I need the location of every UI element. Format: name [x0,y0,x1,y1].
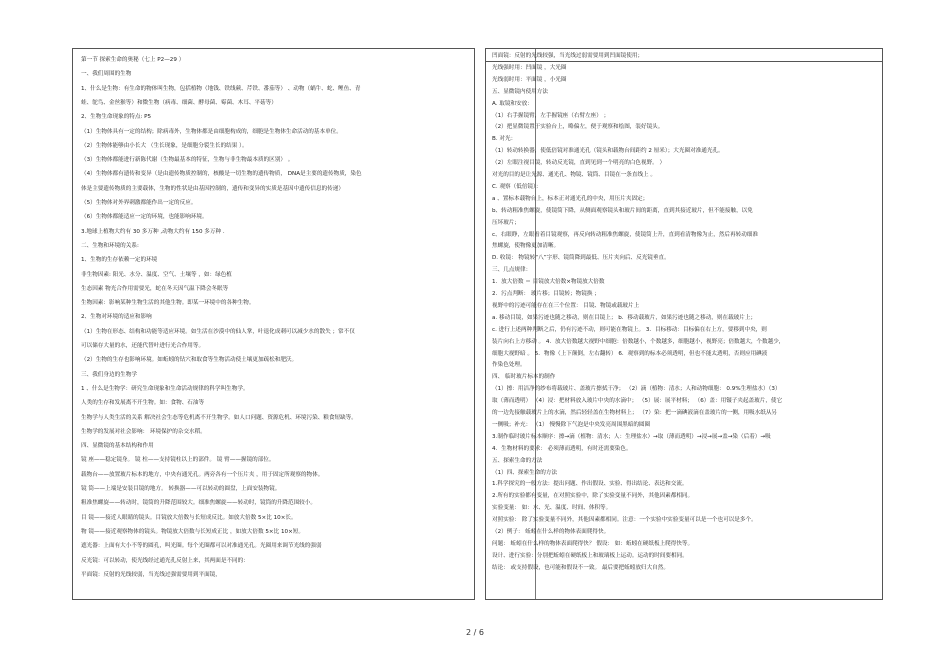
right-line: 凹面镜：反射的光线较强，当光线过弱需要用到凹面镜使用； [492,53,644,59]
right-line: 4．生物材料的要求： 必须薄而透明，有时还需要染色。 [492,445,632,452]
right-line: （1）右手握镜臂，左手握镜座（右臂左座） ； [492,112,610,119]
left-line: 遮光器：上面有大小不等的圆孔，叫光圈。每个光圈都可以对准通光孔。光圈用来调节光线的强弱 [81,543,322,550]
right-line: B. 对光： [492,136,517,143]
left-line: 生态因素 物光合作用需要光，蛇在冬天因气温下降会冬眠等 [81,285,229,292]
left-line: 物 镜——接近观察物体的镜头。物镜放大倍数与长短成正比 ，如放大倍数 5×比 10×短。 [81,528,304,535]
right-line: 对光的目的是让光源、通光孔、物镜、镜筒、目镜在一条直线上 。 [492,172,656,178]
left-line: 第一节 探索生命的奥秘（七上 P2—29 ） [81,57,185,63]
left-line: （5）生物体对外界刺激都能作出一定的反应。 [81,200,197,206]
right-line: c. 进行上述两种判断之后，仍有污迹不动，则可能在物镜上。 3．目标移动：目标偏在右上方，要移到中央，则 [492,326,767,333]
left-column [72,48,475,600]
left-line: 2、生物对环境的适应和影响 [81,314,152,321]
left-line: （3）生物体都能进行新陈代谢（生物最基本的特征，生物与非生物最本质的区别） 。 [81,157,294,164]
left-line: 非生物因素: 阳光、水分、温度、空气、土壤等 ，如：绿色植 [81,271,232,278]
right-line: （1）擦：用洁净的纱布将载玻片、盖玻片擦拭干净； （2）滴（植物：清水；人和动物细胞： 0.9%生理盐水）（3） [492,386,781,393]
right-line: a 、置标本载物台上，标本正对通光孔的中央，用压片夹固定； [492,195,649,202]
left-line: 三、我们身边的生物学 [81,371,137,378]
right-line: 焦螺旋，使物像更加清晰。 [492,243,560,250]
left-line: （1）生物体具有一定的结构；除病毒外，生物体都是由细胞构成的，细胞是生物体生命活动的基本单位。 [81,128,342,135]
left-line: （4）生物体都有遗传和变异（是由遗传物质控制的，核酸是一切生物的遗传物质， DNA是主要的遗传物质，染色 [81,171,362,178]
right-line: （2）把显微镜置于实验台上，略偏左，便于观察和绘图，装好镜头。 [492,124,664,131]
left-line: 粗准焦螺旋——转动时，镜筒的升降范围较大。细准焦螺旋——转动时，镜筒的升降范围较小。 [81,500,316,507]
right-line: 一侧吸；补充： （1） 慢慢除下气泡是中央发亮周围黑暗的圆圈 [492,421,651,428]
left-line: 反光镜：可以转动，使光线经过通光孔反射上来，其两面是不同的： [81,557,249,564]
right-line: 问题： 蚯蚓在什么样的物体表面爬得快？ 假设： 如：蚯蚓在硬纸板上爬得快等。 [492,540,694,547]
right-line: 实验变量： 如：水、光、温度、时间、体积等。 [492,505,612,512]
left-line: 四、显微镜的基本结构和作用 [81,443,154,450]
right-line: A. 取镜和安放： [492,100,533,107]
left-line: 一、我们周围的生物 [81,71,132,78]
right-line: 3.制作临时玻片标本顺序：擦→滴（植物：清水；人：生理盐水）→取（薄而透明）→浸→展→盖→染（后着）→吸 [492,433,771,440]
left-line: 1、生物的生存依赖一定的环境 [81,257,158,264]
left-line: 生物学的发展对社会影响： 环境保护的杂交水稻。 [81,428,206,435]
right-line: 取（薄而透明） （4）浸：把材料放入玻片中央的水滴中； （5）展：展平材料； （6）盖：用镊子夹起盖玻片，使它 [492,398,783,405]
right-top-divider [486,61,882,62]
right-line: （1）四、探索生命的方法 [492,469,558,476]
left-line: 1 、什么是生物学：研究生命现象和生命活动规律的科学叫生物学。 [81,385,249,392]
right-line: 的一边先接触载玻片上的水滴，然后轻轻盖在生物材料上； （7）染：把一滴碘液滴在盖玻片的一侧，用吸水纸从另 [492,410,778,416]
left-line: 人类的生存和发展离不开生物。如：食物、石油等 [81,400,205,407]
right-line: （2）例子： 蚯蚓在什么样的物体表面爬得快。 [492,529,610,535]
right-line: b、转动粗准焦螺旋，使镜筒下降，从侧面观察镜头和玻片间的距离，直到其接近玻片，但不能接触，以免 [492,207,753,214]
left-line: 生物因素：影响某种生物生活的其他生物。即某一环境中的各种生物。 [81,300,255,307]
left-line: 生物学与人类生活的关系 解决社会生态等危机离不开生物学。如人口问题、资源危机、环境污染、粮食短缺等。 [81,414,357,421]
right-line: 1．放大倍数 ＝ 目镜放大倍数×物镜放大倍数 [492,279,605,286]
right-line: 三、几点规律： [492,267,532,274]
left-line: 载物台——放置玻片标本的地方，中央有通光孔。两旁各有一个压片夹 ，用于固定所观察的物体。 [81,471,324,478]
right-line: 压坏玻片； [492,219,520,226]
right-line: 四、 临时玻片标本的制作 [492,374,556,381]
left-line: 可以储存大量的水，还能代替叶进行光合作用等。 [81,343,205,349]
left-line: 目 镜——接近人眼睛的镜头。目镜放大倍数与长短成反比。如放大倍数 5×比 10×长。 [81,514,297,521]
left-line: 体是主要遗传物质的主要载体，生物的性状是由基因控制的，遗传和变异的实质是基因中遗传信息的传递） [81,185,344,192]
right-line: 结论： 或支持假设，也可能和假设不一致。 最后要把蚯蚓放归大自然。 [492,564,669,571]
right-line: 2.所有的实验都有变量，在对照实验中，除了实验变量不同外，其他因素都相同。 [492,493,694,500]
right-line: （2）左眼注视目镜，转动反光镜，直到见到一个明亮的白色视野。 ） [492,160,666,167]
left-line: （2）生物的生存也影响环境。如蚯蚓的钻穴和取食等生物活动使土壤更加疏松和肥沃。 [81,357,298,364]
right-line: 装片向右上方移动 。 4．放大倍数越大视野中细胞：倍数越小，个数越多，细胞越小，视野亮；倍数越大，个数越少， [492,338,785,345]
left-line: 蛙、鸵鸟、金丝猴等）和微生物（病毒、细菌、酵母菌、霉菌、木耳、平菇等） [81,99,277,106]
right-line: 五、探索生命的方法 [492,457,543,464]
left-line: 镜 筒——上端是安装目镜的地方。 转换器——可以转动的圆盘，上面安装物镜。 [81,486,281,492]
right-line: a. 移动目镜，如果污迹也随之移动，则在目镜上； b．移动载玻片，如果污迹也随之移动，则在载玻片上； [492,314,757,321]
left-line: （6）生物体都能适应一定的环境，也能影响环境。 [81,214,208,221]
right-line: （1）转动转换器，使低倍镜对准通光孔（镜头和载物台间距约 2 厘米）；大光圈对准通光孔。 [492,148,724,155]
right-line: c、右眼睁，左眼看着目镜观察，再反向转动粗准焦螺旋，使镜筒上升，直到看清物像为止，然后再转动细准 [492,231,758,238]
left-line: （1）生物在形态、结构和功能等适应环境。如生活在沙漠中的仙人掌，叶退化成刺可以减少水的散失 ；常不仅 [81,328,355,335]
right-line: C. 观察（低倍镜）： [492,183,542,190]
left-line: 平面镜：反射的光线较弱，当光线过强需要用到平面镜， [81,571,221,578]
right-line: D. 收镜： 物镜转“八”字形、镜筒降到最低、压片夹向后、反光镜垂直。 [492,255,670,262]
right-column [485,48,883,600]
left-line: 二、生物和环境的关系: [81,242,139,249]
left-line: 镜 座——稳定镜身。 镜 柱——支持镜柱以上的部件。 镜 臂——握镜的部位。 [81,457,275,464]
right-line: 设计、进行实验：分别把蚯蚓在硬纸板上和玻璃板上运动。运动的时间要相同。 [492,552,688,559]
left-line: 3.地球上植物大约有 30 多万种 ,动物大约有 150 多万种 . [81,228,225,235]
left-line: （2）生物体能够由小长大 （生长现象，是细胞分裂生长的结果 ）。 [81,142,248,149]
right-line: 1.科学探究的一般方法：提出问题、作出假设、实验、得出结论、表达和交流。 [492,481,688,488]
page-number: 2 / 6 [466,628,484,637]
left-line: 1、什么是生物：有生命的物体叫生物，包括植物（地钱、铁线蕨、芹铁、番茄等） 、动物（蜗牛、蛇、鲤鱼、青 [81,85,361,92]
right-line: 视野中的污迹可能存在在三个位置： 目镜、物镜或载玻片上 [492,302,640,309]
right-line: 作染色处理。 [492,362,526,369]
right-line: 五、显微镜内使用方法 [492,88,548,95]
right-line: 光线强时用：凹面镜 ，大光圈 [492,64,567,71]
right-line: 光线弱时用：平面镜 ，小光圈 [492,76,567,83]
right-line: 细胞大视野暗 。 5．物像（上下颠倒，左右翻转） 6．观察到的标本必须透明，但也不能太透明，否则应用碘液 [492,350,768,357]
left-line: 2、生物生命现象的特点: P5 [81,114,152,121]
right-line: 对照实验： 除了实验变量不同外，其他因素都相同。注意：一个实验中实验变量可以是一个也可以是多个。 [492,517,757,524]
right-line: 2．污点判断： 玻片移；目镜转；物镜换 ； [492,291,600,297]
